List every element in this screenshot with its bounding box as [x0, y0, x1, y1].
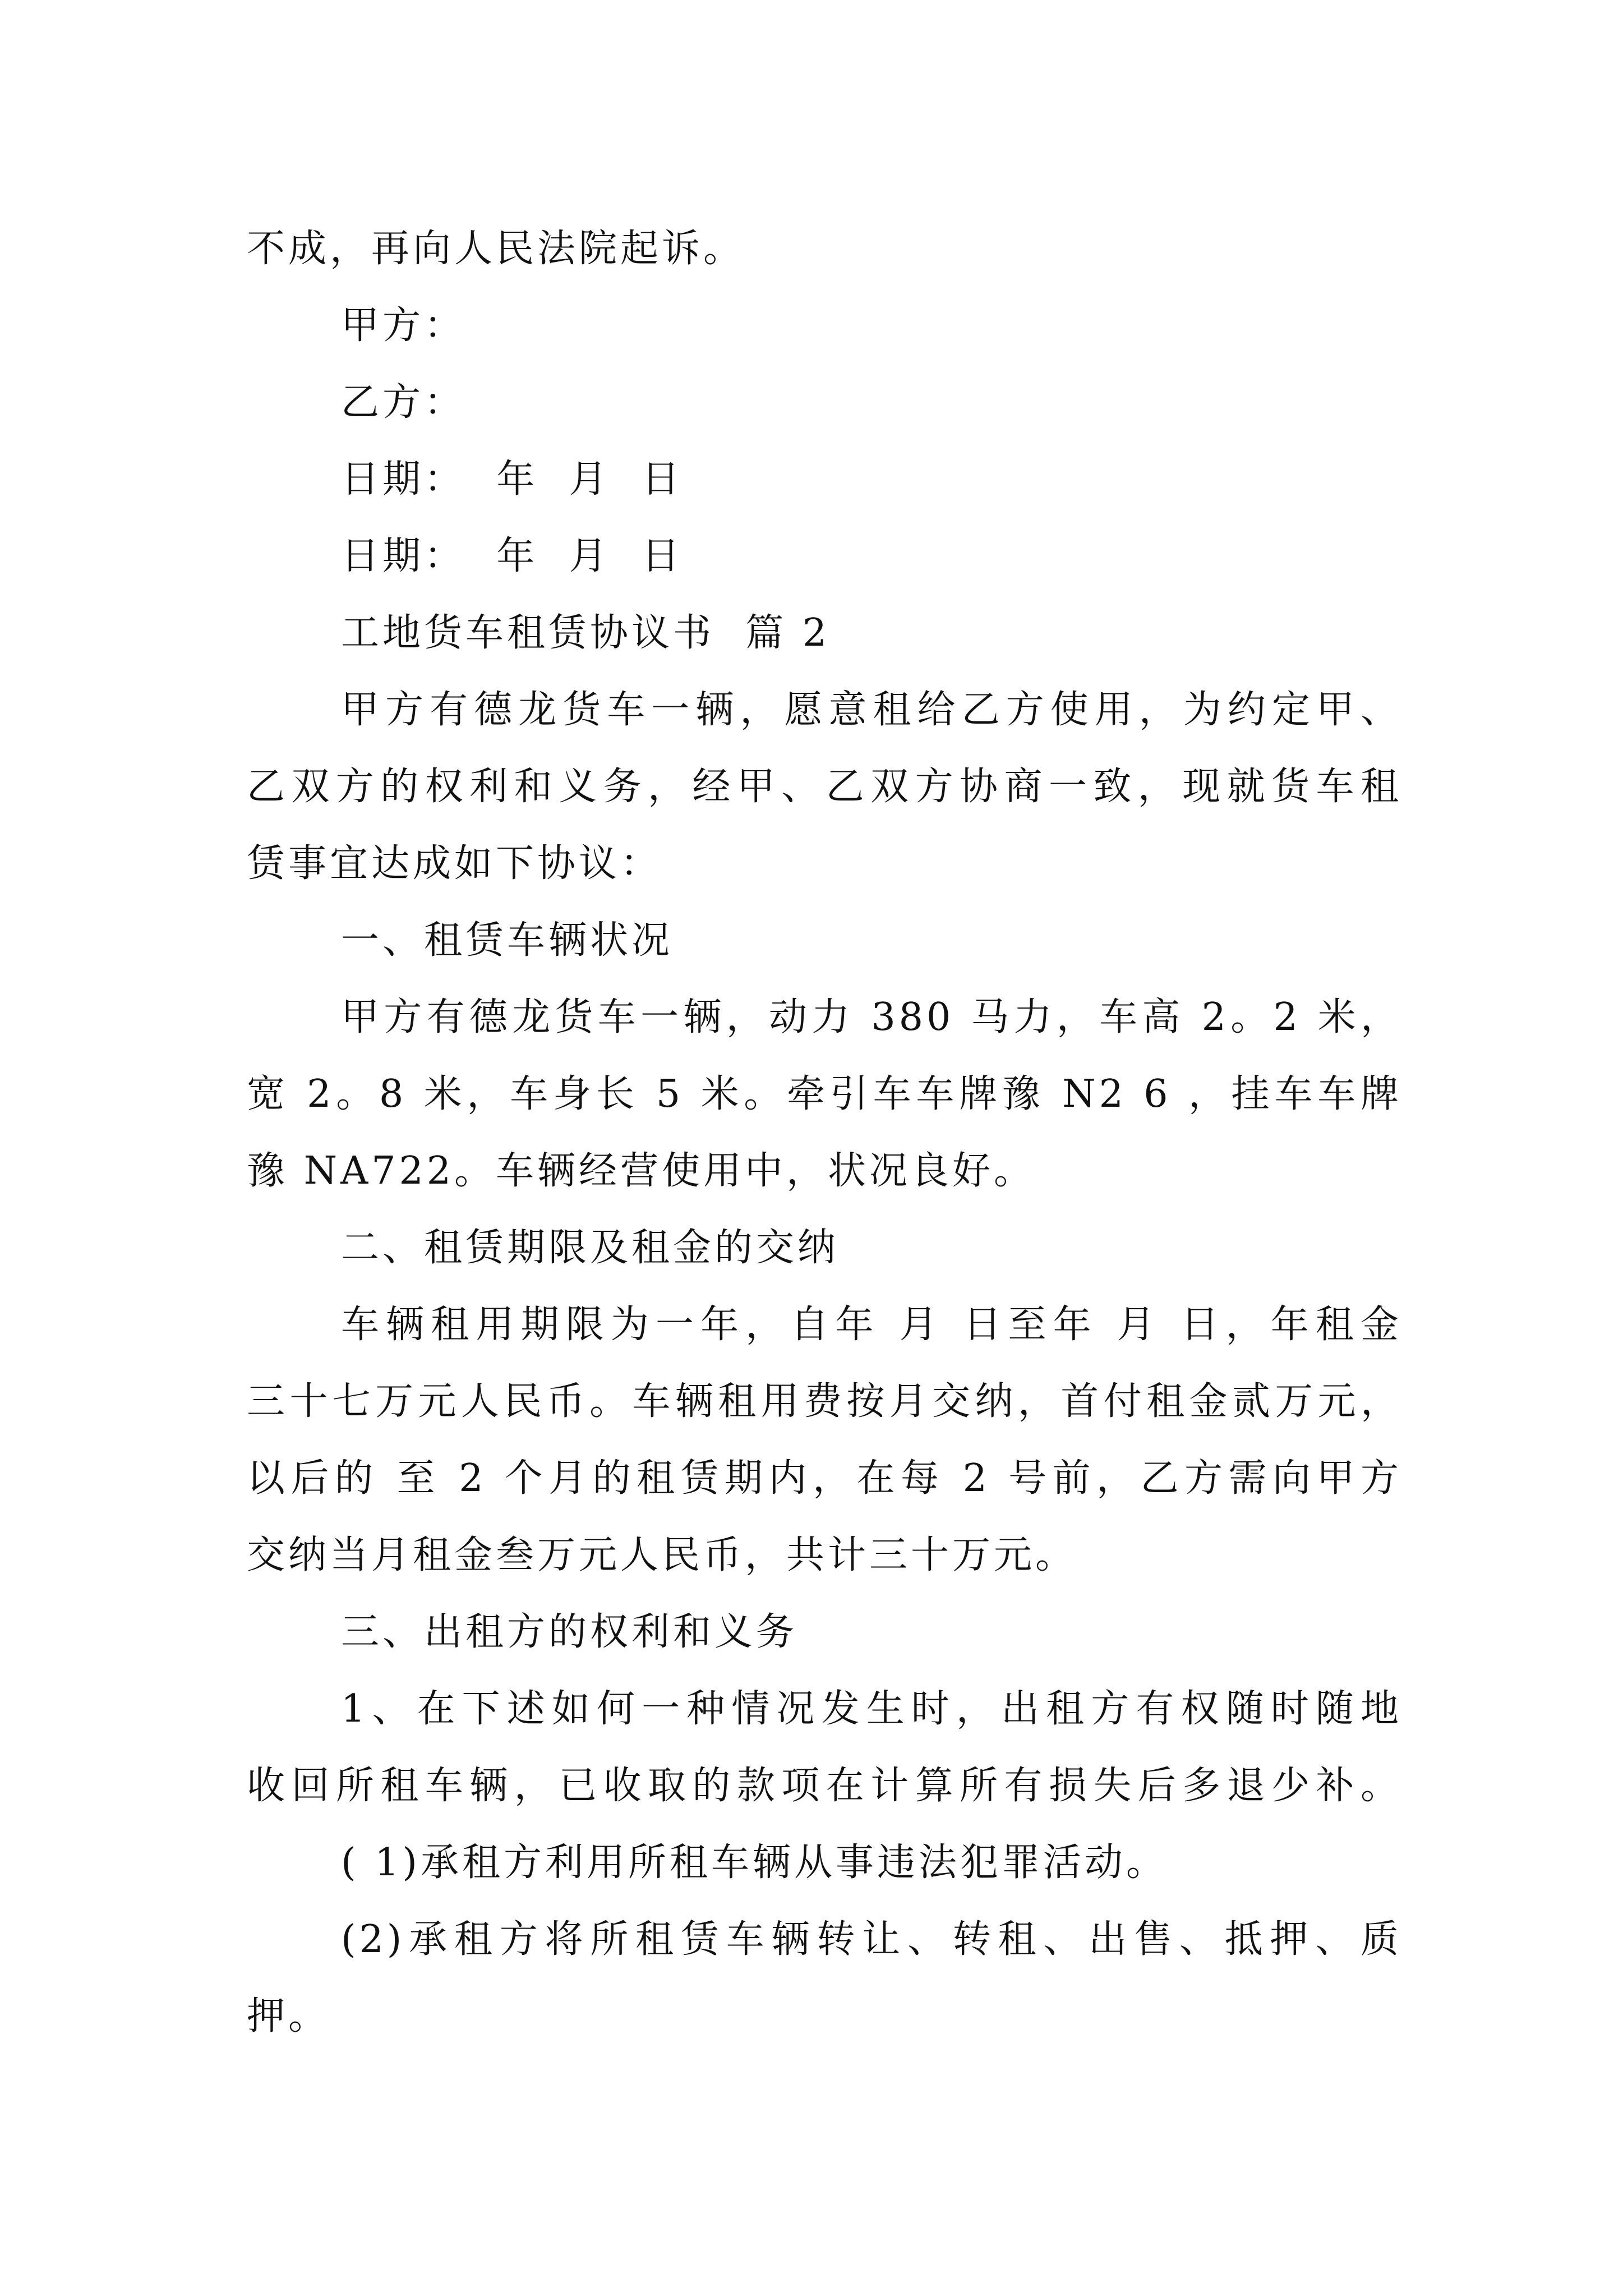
paragraph-line: 甲方有德龙货车一辆，愿意租给乙方使用，为约定甲、	[341, 688, 1402, 732]
list-item: ( 1)承租方利用所租车辆从事违法犯罪活动。	[341, 1841, 1168, 1885]
date-line: 日期： 年 月 日	[341, 457, 683, 501]
paragraph-line: 乙双方的权利和义务，经甲、乙双方协商一致，现就货车租	[247, 765, 1402, 809]
clause-heading: 三、出租方的权利和义务	[341, 1610, 798, 1654]
document-body	[247, 210, 1402, 2055]
paragraph-line: 收回所租车辆，已收取的款项在计算所有损失后多退少补。	[247, 1764, 1402, 1808]
date-line: 日期： 年 月 日	[341, 534, 683, 578]
paragraph-line: 交纳当月租金叁万元人民币，共计三十万元。	[247, 1533, 1077, 1577]
paragraph-line: 不成，再向人民法院起诉。	[247, 227, 745, 271]
party-b-signature-label: 乙方：	[341, 380, 466, 425]
paragraph-line: 三十七万元人民币。车辆租用费按月交纳，首付租金贰万元，	[247, 1379, 1402, 1424]
list-item: (2)承租方将所租赁车辆转让、转租、出售、抵押、质	[341, 1917, 1402, 1962]
clause-heading: 二、租赁期限及租金的交纳	[341, 1226, 840, 1270]
paragraph-line: 押。	[247, 1994, 330, 2039]
section-title: 工地货车租赁协议书 篇 2	[341, 611, 831, 655]
party-a-signature-label: 甲方：	[341, 303, 466, 348]
paragraph-line: 1、在下述如何一种情况发生时，出租方有权随时随地	[341, 1687, 1402, 1731]
paragraph-line: 车辆租用期限为一年，自年 月 日至年 月 日，年租金	[341, 1303, 1402, 1347]
paragraph-line: 宽 2。8 米，车身长 5 米。牵引车车牌豫 N2 6 ，挂车车牌	[247, 1072, 1402, 1116]
paragraph-line: 赁事宜达成如下协议：	[247, 841, 662, 886]
paragraph-line: 甲方有德龙货车一辆，动力 380 马力，车高 2。2 米，	[341, 995, 1402, 1039]
clause-heading: 一、租赁车辆状况	[341, 918, 674, 963]
paragraph-line: 豫 NA722。车辆经营使用中，状况良好。	[247, 1149, 1036, 1193]
paragraph-line: 以后的 至 2 个月的租赁期内，在每 2 号前，乙方需向甲方	[247, 1456, 1402, 1501]
